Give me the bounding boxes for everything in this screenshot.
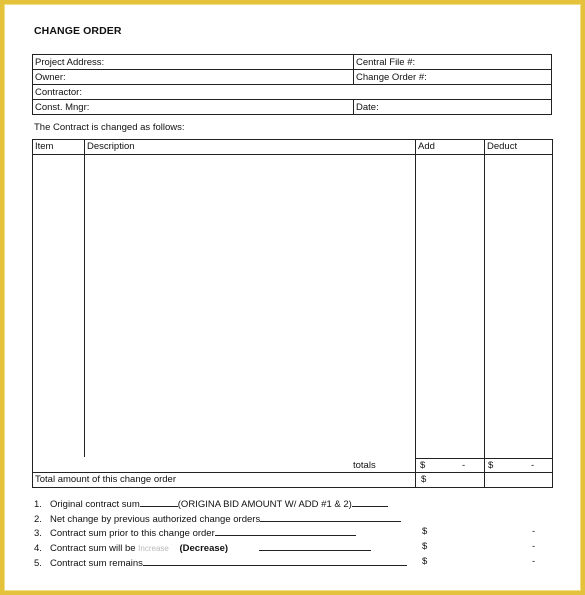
deduct-total-value: -	[531, 460, 535, 471]
item-header: Item	[35, 141, 54, 152]
summary-item-2	[34, 512, 401, 525]
project-address-field[interactable]: Project Address:	[33, 55, 354, 70]
summary-text: Net change by previous authorized change orders	[50, 514, 261, 525]
contract-changed-label: The Contract is changed as follows:	[34, 122, 185, 133]
deduct-header: Deduct	[487, 141, 518, 152]
contractor-field[interactable]: Contractor:	[33, 85, 552, 100]
total-amount-row	[32, 473, 553, 488]
blank-line[interactable]	[352, 497, 388, 507]
decrease-label: (Decrease)	[179, 543, 229, 554]
totals-label: totals	[353, 460, 376, 471]
description-entry-area[interactable]	[85, 155, 414, 458]
deduct-column-divider	[484, 140, 485, 472]
add-column-divider	[415, 140, 416, 472]
owner-field[interactable]: Owner:	[33, 70, 354, 85]
summary-suffix: (ORIGINA BID AMOUNT W/ ADD #1 & 2)	[177, 499, 352, 510]
summary-number: 2.	[34, 514, 42, 525]
summary-number: 3.	[34, 528, 42, 539]
date-field[interactable]: Date:	[354, 100, 552, 115]
summary-item-3	[34, 526, 536, 539]
summary-value: -	[532, 541, 536, 552]
total-amount-label: Total amount of this change order	[35, 474, 177, 485]
summary-value: -	[532, 556, 536, 567]
const-mngr-field[interactable]: Const. Mngr:	[33, 100, 354, 115]
description-header: Description	[87, 141, 135, 152]
summary-text: Original contract sum	[50, 499, 140, 510]
project-info-table	[32, 54, 552, 115]
summary-value: -	[532, 526, 536, 537]
total-amount-divider	[415, 473, 416, 487]
add-total-currency: $	[420, 460, 426, 471]
summary-currency: $	[422, 541, 428, 552]
page-title: CHANGE ORDER	[34, 25, 122, 37]
summary-text: Contract sum will be	[50, 543, 136, 554]
blank-line[interactable]	[259, 541, 371, 551]
change-items-table	[32, 139, 553, 473]
totals-row	[32, 458, 553, 473]
increase-watermark-text: Increase	[138, 544, 169, 553]
deduct-total-currency: $	[488, 460, 494, 471]
total-amount-divider-2	[484, 473, 485, 487]
central-file-field[interactable]: Central File #:	[354, 55, 552, 70]
summary-item-4	[34, 541, 536, 554]
summary-text: Contract sum prior to this change order	[50, 528, 215, 539]
blank-line[interactable]	[260, 512, 401, 522]
add-total-value: -	[462, 460, 466, 471]
blank-line[interactable]	[140, 497, 178, 507]
summary-number: 1.	[34, 499, 42, 510]
summary-text: Contract sum remains	[50, 558, 143, 569]
summary-item-5	[34, 556, 536, 569]
summary-currency: $	[422, 526, 428, 537]
add-header: Add	[418, 141, 435, 152]
blank-line[interactable]	[215, 526, 356, 536]
total-amount-currency: $	[421, 474, 427, 485]
blank-line[interactable]	[143, 556, 407, 566]
change-order-number-field[interactable]: Change Order #:	[354, 70, 552, 85]
summary-item-1	[34, 497, 388, 510]
summary-number: 4.	[34, 543, 42, 554]
summary-currency: $	[422, 556, 428, 567]
summary-number: 5.	[34, 558, 42, 569]
